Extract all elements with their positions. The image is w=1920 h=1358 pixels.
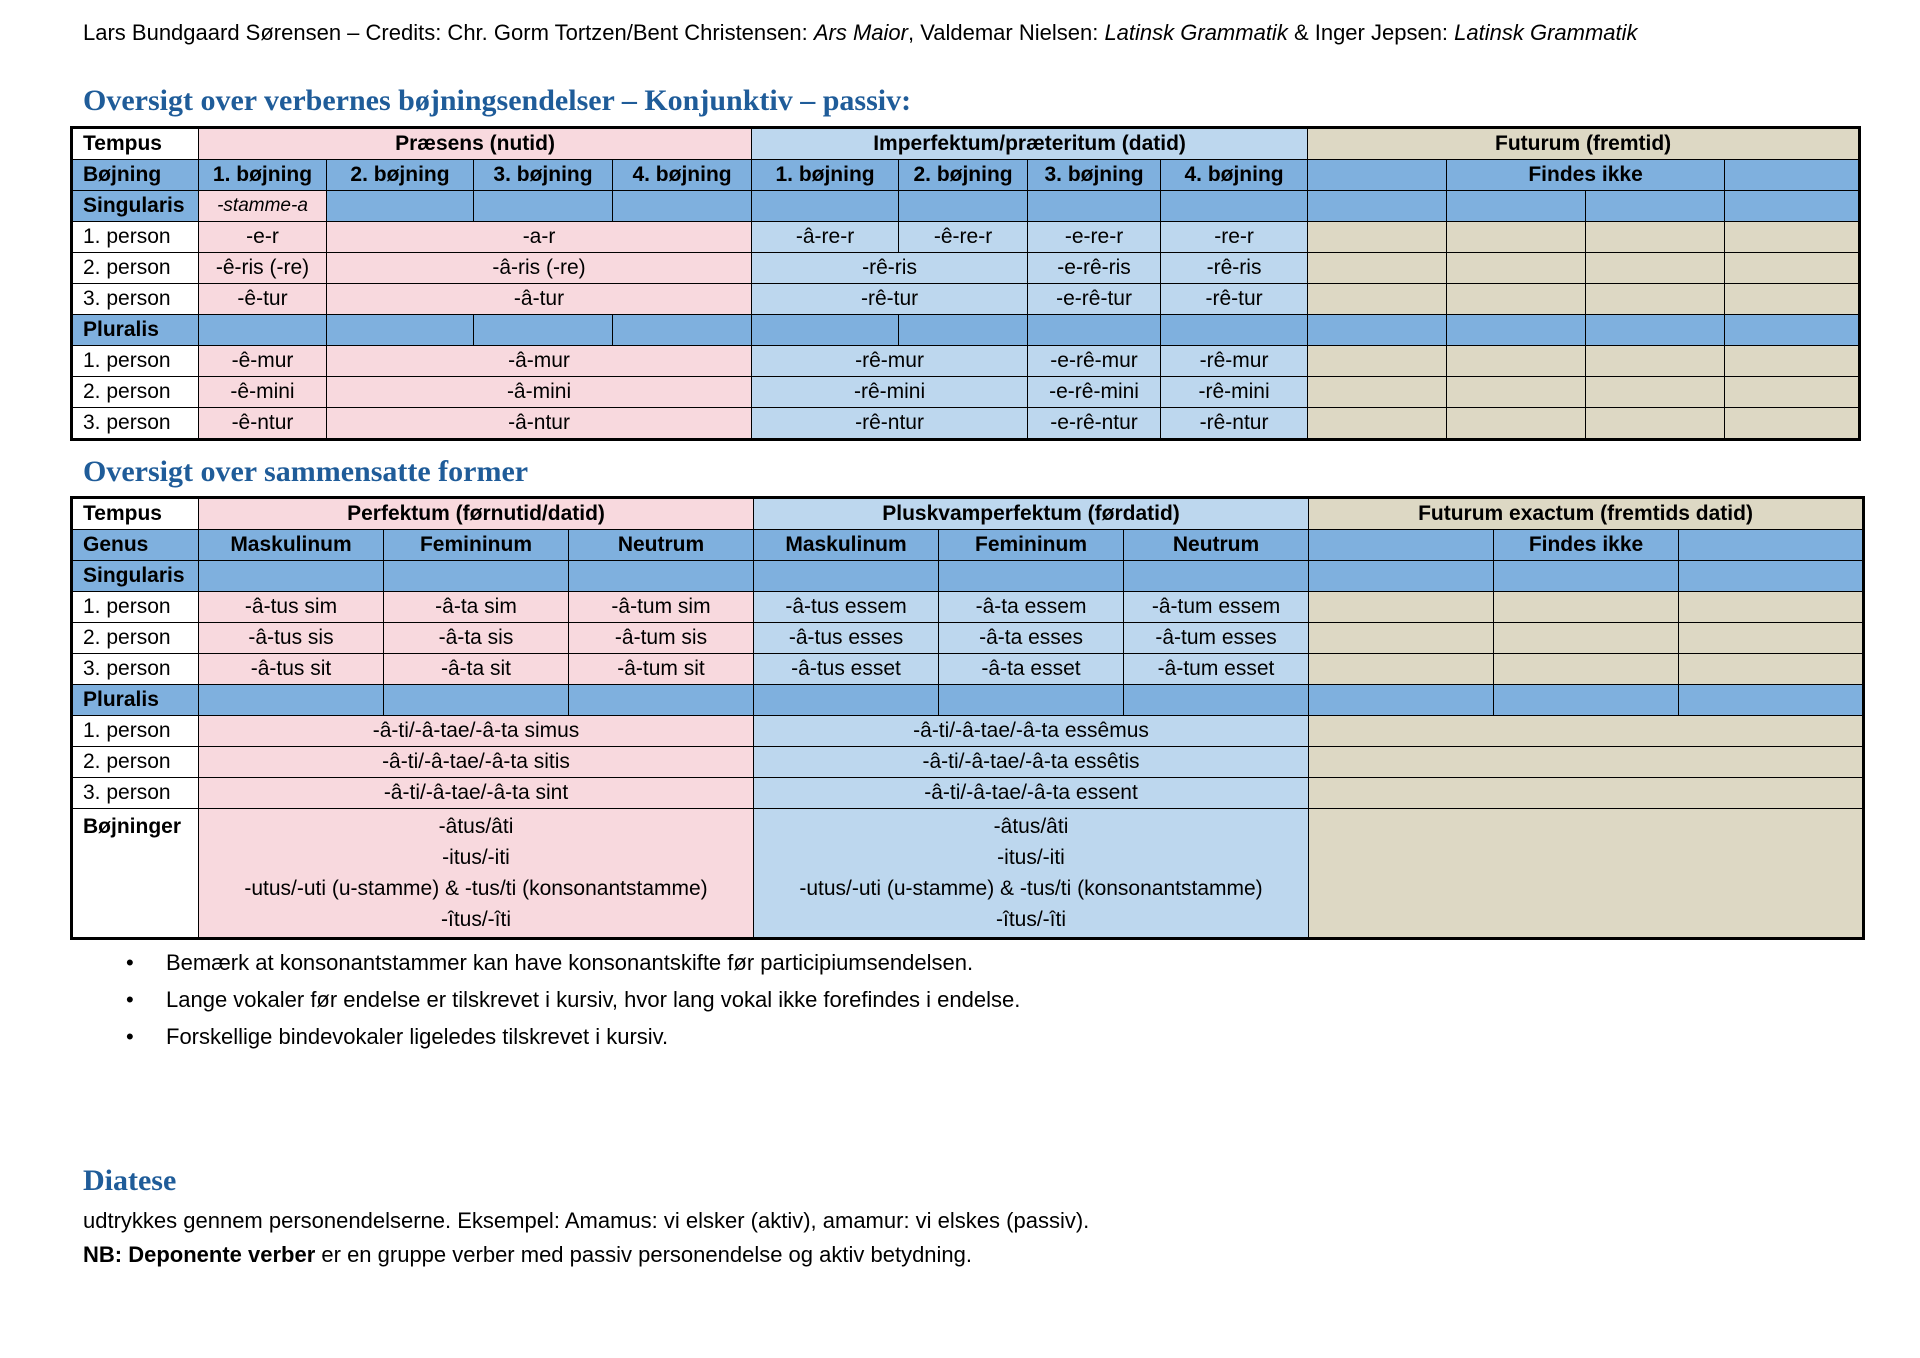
ending-cell: -â-tur	[327, 284, 752, 315]
empty-cell	[1725, 253, 1860, 284]
ending-cell: -â-ta essem	[939, 592, 1124, 623]
empty-cell	[1586, 191, 1725, 222]
ending-cell: -ê-mini	[199, 377, 327, 408]
section-heading-conjugations: Oversigt over verbernes bøjningsendelser – Konjunktiv – passiv:	[83, 84, 912, 117]
ending-cell: -â-tus sit	[199, 654, 384, 685]
table-row	[72, 191, 1860, 222]
credits-book: Latinsk Grammatik	[1104, 20, 1288, 45]
person-label: 2. person	[72, 253, 199, 284]
ending-cell: -â-ntur	[327, 408, 752, 440]
ending-cell: -e-rê-mini	[1028, 377, 1161, 408]
ending-cell: -â-tus esses	[754, 623, 939, 654]
table-row	[72, 128, 1860, 160]
ending-cell: -â-tus sis	[199, 623, 384, 654]
empty-cell	[613, 315, 752, 346]
genus-label: Genus	[72, 530, 199, 561]
table-row	[72, 809, 1864, 939]
empty-cell	[754, 561, 939, 592]
ending-cell: -â-tum esses	[1124, 623, 1309, 654]
pluralis-label: Pluralis	[72, 685, 199, 716]
empty-cell	[1308, 191, 1447, 222]
empty-cell	[1725, 222, 1860, 253]
table-row	[72, 654, 1864, 685]
empty-cell	[1309, 592, 1494, 623]
empty-cell	[1679, 685, 1864, 716]
empty-cell	[1447, 284, 1586, 315]
ending-cell: -ê-ntur	[199, 408, 327, 440]
empty-cell	[1309, 809, 1864, 939]
empty-cell	[327, 191, 474, 222]
empty-cell	[1309, 623, 1494, 654]
ending-line: -utus/-uti (u-stamme) & -tus/ti (konsonantstamme)	[244, 877, 708, 900]
ending-cell: -â-tum esset	[1124, 654, 1309, 685]
ending-cell: -â-ti/-â-tae/-â-ta essêtis	[754, 747, 1309, 778]
empty-cell	[1028, 191, 1161, 222]
ending-cell: -rê-tur	[1161, 284, 1308, 315]
empty-cell	[199, 685, 384, 716]
findes-ikke-header: Findes ikke	[1494, 530, 1679, 561]
ending-cell: -e-rê-mur	[1028, 346, 1161, 377]
ending-cell: -â-tus essem	[754, 592, 939, 623]
empty-cell	[1586, 408, 1725, 440]
empty-cell	[1679, 623, 1864, 654]
futurum-exactum-header: Futurum exactum (fremtids datid)	[1309, 498, 1864, 530]
tempus-label: Tempus	[72, 498, 199, 530]
table-row	[72, 561, 1864, 592]
empty-cell	[1679, 561, 1864, 592]
credits-text: – Credits: Chr. Gorm Tortzen/Bent Christensen:	[341, 20, 814, 45]
empty-cell	[1679, 530, 1864, 561]
empty-cell	[1725, 377, 1860, 408]
table-row	[72, 346, 1860, 377]
empty-cell	[1494, 654, 1679, 685]
praesens-header: Præsens (nutid)	[199, 128, 752, 160]
col-header: Femininum	[939, 530, 1124, 561]
table-row	[72, 747, 1864, 778]
empty-cell	[1447, 346, 1586, 377]
person-label: 2. person	[72, 623, 199, 654]
empty-cell	[1725, 284, 1860, 315]
empty-cell	[569, 561, 754, 592]
ending-cell: -â-ta sit	[384, 654, 569, 685]
table-row	[72, 284, 1860, 315]
participle-endings-pluskvamperfektum	[754, 809, 1309, 939]
ending-cell: -e-rê-tur	[1028, 284, 1161, 315]
table-row	[72, 685, 1864, 716]
table-row	[72, 592, 1864, 623]
empty-cell	[899, 191, 1028, 222]
ending-line: -utus/-uti (u-stamme) & -tus/ti (konsonantstamme)	[799, 877, 1263, 900]
empty-cell	[1725, 346, 1860, 377]
table-row	[72, 716, 1864, 747]
empty-cell	[384, 685, 569, 716]
empty-cell	[474, 315, 613, 346]
col-header: Neutrum	[1124, 530, 1309, 561]
col-header: 4. bøjning	[613, 160, 752, 191]
person-label: 3. person	[72, 408, 199, 440]
futurum-header: Futurum (fremtid)	[1308, 128, 1860, 160]
ending-cell: -â-ta esset	[939, 654, 1124, 685]
credits-author: Lars Bundgaard Sørensen	[83, 20, 342, 45]
empty-cell	[1161, 315, 1308, 346]
table-row	[72, 253, 1860, 284]
ending-cell: -e-rê-ris	[1028, 253, 1161, 284]
nb-text	[83, 1242, 972, 1268]
empty-cell	[1308, 284, 1447, 315]
ending-cell: -rê-mini	[752, 377, 1028, 408]
ending-cell: -â-tum essem	[1124, 592, 1309, 623]
empty-cell	[1447, 408, 1586, 440]
empty-cell	[1447, 222, 1586, 253]
empty-cell	[1679, 654, 1864, 685]
conjugation-table	[70, 126, 1861, 441]
empty-cell	[1028, 315, 1161, 346]
ending-cell: -â-re-r	[752, 222, 899, 253]
ending-line: -itus/-iti	[997, 846, 1065, 869]
empty-cell	[1124, 685, 1309, 716]
person-label: 3. person	[72, 778, 199, 809]
ending-cell: -â-ti/-â-tae/-â-ta sitis	[199, 747, 754, 778]
ending-cell: -â-tum sim	[569, 592, 754, 623]
credits-text: , Valdemar Nielsen:	[907, 20, 1105, 45]
empty-cell	[1308, 315, 1447, 346]
empty-cell	[327, 315, 474, 346]
bojning-label: Bøjning	[72, 160, 199, 191]
empty-cell	[1586, 377, 1725, 408]
section-heading-compound: Oversigt over sammensatte former	[83, 455, 529, 488]
imperfektum-header: Imperfektum/præteritum (datid)	[752, 128, 1308, 160]
credits-book: Latinsk Grammatik	[1454, 20, 1638, 45]
col-header: 3. bøjning	[474, 160, 613, 191]
empty-cell	[1447, 191, 1586, 222]
ending-cell: -â-tum sit	[569, 654, 754, 685]
ending-line: -âtus/âti	[438, 815, 514, 838]
pluskvamperfektum-header: Pluskvamperfektum (førdatid)	[754, 498, 1309, 530]
ending-cell: -ê-ris (-re)	[199, 253, 327, 284]
person-label: 3. person	[72, 654, 199, 685]
empty-cell	[1309, 716, 1864, 747]
empty-cell	[613, 191, 752, 222]
col-header: 2. bøjning	[899, 160, 1028, 191]
empty-cell	[384, 561, 569, 592]
empty-cell	[1309, 530, 1494, 561]
person-label: 1. person	[72, 222, 199, 253]
credits-text: & Inger Jepsen:	[1287, 20, 1455, 45]
ending-cell: -rê-ris	[752, 253, 1028, 284]
empty-cell	[1725, 191, 1860, 222]
col-header: 3. bøjning	[1028, 160, 1161, 191]
ending-line: -âtus/âti	[993, 815, 1069, 838]
col-header: 1. bøjning	[199, 160, 327, 191]
col-header: Maskulinum	[199, 530, 384, 561]
ending-cell: -â-ta esses	[939, 623, 1124, 654]
empty-cell	[1161, 191, 1308, 222]
col-header: 4. bøjning	[1161, 160, 1308, 191]
table-row	[72, 498, 1864, 530]
col-header: 1. bøjning	[752, 160, 899, 191]
table-row	[72, 530, 1864, 561]
person-label: 1. person	[72, 716, 199, 747]
credits-line	[83, 20, 1638, 46]
person-label: 1. person	[72, 346, 199, 377]
empty-cell	[1308, 346, 1447, 377]
table-row	[72, 315, 1860, 346]
empty-cell	[1309, 561, 1494, 592]
empty-cell	[1308, 253, 1447, 284]
empty-cell	[899, 315, 1028, 346]
ending-cell: -â-ti/-â-tae/-â-ta simus	[199, 716, 754, 747]
table-row	[72, 408, 1860, 440]
empty-cell	[1725, 408, 1860, 440]
empty-cell	[939, 561, 1124, 592]
empty-cell	[199, 561, 384, 592]
table-row	[72, 778, 1864, 809]
empty-cell	[1447, 377, 1586, 408]
ending-cell: -rê-mur	[752, 346, 1028, 377]
empty-cell	[199, 315, 327, 346]
empty-cell	[1679, 592, 1864, 623]
table-row	[72, 222, 1860, 253]
table-row	[72, 377, 1860, 408]
empty-cell	[1586, 346, 1725, 377]
credits-book: Ars Maior	[813, 20, 908, 45]
ending-cell: -â-ta sim	[384, 592, 569, 623]
empty-cell	[1494, 592, 1679, 623]
empty-cell	[1586, 284, 1725, 315]
singularis-label: Singularis	[72, 561, 199, 592]
ending-cell: -â-tum sis	[569, 623, 754, 654]
ending-cell: -e-r	[199, 222, 327, 253]
col-header: Neutrum	[569, 530, 754, 561]
ending-cell: -ê-re-r	[899, 222, 1028, 253]
person-label: 2. person	[72, 377, 199, 408]
empty-cell	[1494, 685, 1679, 716]
empty-cell	[1494, 561, 1679, 592]
person-label: 2. person	[72, 747, 199, 778]
list-item: • Bemærk at konsonantstammer kan have konsonantskifte før participiumsendelsen.	[126, 944, 1020, 981]
ending-cell: -â-ti/-â-tae/-â-ta sint	[199, 778, 754, 809]
person-label: 3. person	[72, 284, 199, 315]
participle-endings-perfektum	[199, 809, 754, 939]
ending-line: -itus/-iti	[442, 846, 510, 869]
ending-cell: -ê-tur	[199, 284, 327, 315]
ending-cell: -rê-mini	[1161, 377, 1308, 408]
ending-cell: -â-ti/-â-tae/-â-ta essent	[754, 778, 1309, 809]
perfektum-header: Perfektum (førnutid/datid)	[199, 498, 754, 530]
diatese-text: udtrykkes gennem personendelserne. Eksempel: Amamus: vi elsker (aktiv), amamur: vi elskes (passiv).	[83, 1208, 1090, 1233]
ending-cell: -â-tus sim	[199, 592, 384, 623]
empty-cell	[1308, 222, 1447, 253]
bojninger-label: Bøjninger	[72, 809, 199, 939]
ending-line: -îtus/-îti	[996, 908, 1067, 931]
table-row	[72, 160, 1860, 191]
ending-cell: -â-mur	[327, 346, 752, 377]
ending-cell: -re-r	[1161, 222, 1308, 253]
empty-cell	[1309, 654, 1494, 685]
nb-bold: NB: Deponente verber	[83, 1242, 316, 1267]
stamme-note: -stamme-a	[199, 191, 327, 222]
list-item: • Lange vokaler før endelse er tilskrevet i kursiv, hvor lang vokal ikke forefindes i endelse.	[126, 981, 1020, 1018]
ending-cell: -ê-mur	[199, 346, 327, 377]
ending-cell: -rê-ris	[1161, 253, 1308, 284]
col-header: Femininum	[384, 530, 569, 561]
notes-list	[126, 944, 1020, 1055]
empty-cell	[1494, 623, 1679, 654]
empty-cell	[1309, 778, 1864, 809]
nb-rest: er en gruppe verber med passiv personendelse og aktiv betydning.	[315, 1242, 973, 1267]
findes-ikke-header: Findes ikke	[1447, 160, 1725, 191]
empty-cell	[1725, 315, 1860, 346]
ending-cell: -â-ti/-â-tae/-â-ta essêmus	[754, 716, 1309, 747]
empty-cell	[1124, 561, 1309, 592]
empty-cell	[569, 685, 754, 716]
compound-forms-table	[70, 496, 1865, 940]
ending-cell: -e-rê-ntur	[1028, 408, 1161, 440]
ending-cell: -rê-ntur	[752, 408, 1028, 440]
empty-cell	[752, 315, 899, 346]
singularis-label: Singularis	[72, 191, 199, 222]
empty-cell	[1586, 315, 1725, 346]
empty-cell	[1586, 222, 1725, 253]
ending-cell: -rê-tur	[752, 284, 1028, 315]
empty-cell	[1309, 747, 1864, 778]
empty-cell	[1447, 253, 1586, 284]
ending-cell: -â-ris (-re)	[327, 253, 752, 284]
ending-cell: -â-ta sis	[384, 623, 569, 654]
list-item: • Forskellige bindevokaler ligeledes tilskrevet i kursiv.	[126, 1018, 1020, 1055]
tempus-label: Tempus	[72, 128, 199, 160]
empty-cell	[1309, 685, 1494, 716]
ending-cell: -a-r	[327, 222, 752, 253]
empty-cell	[1308, 408, 1447, 440]
ending-line: -îtus/-îti	[441, 908, 512, 931]
empty-cell	[754, 685, 939, 716]
empty-cell	[474, 191, 613, 222]
ending-cell: -â-tus esset	[754, 654, 939, 685]
empty-cell	[1308, 377, 1447, 408]
empty-cell	[752, 191, 899, 222]
ending-cell: -rê-mur	[1161, 346, 1308, 377]
col-header: Maskulinum	[754, 530, 939, 561]
pluralis-label: Pluralis	[72, 315, 199, 346]
ending-cell: -rê-ntur	[1161, 408, 1308, 440]
section-heading-diatese: Diatese	[83, 1164, 177, 1197]
table-row	[72, 623, 1864, 654]
person-label: 1. person	[72, 592, 199, 623]
empty-cell	[939, 685, 1124, 716]
ending-cell: -â-mini	[327, 377, 752, 408]
empty-cell	[1447, 315, 1586, 346]
empty-cell	[1586, 253, 1725, 284]
col-header: 2. bøjning	[327, 160, 474, 191]
ending-cell: -e-re-r	[1028, 222, 1161, 253]
empty-cell	[1725, 160, 1860, 191]
empty-cell	[1308, 160, 1447, 191]
